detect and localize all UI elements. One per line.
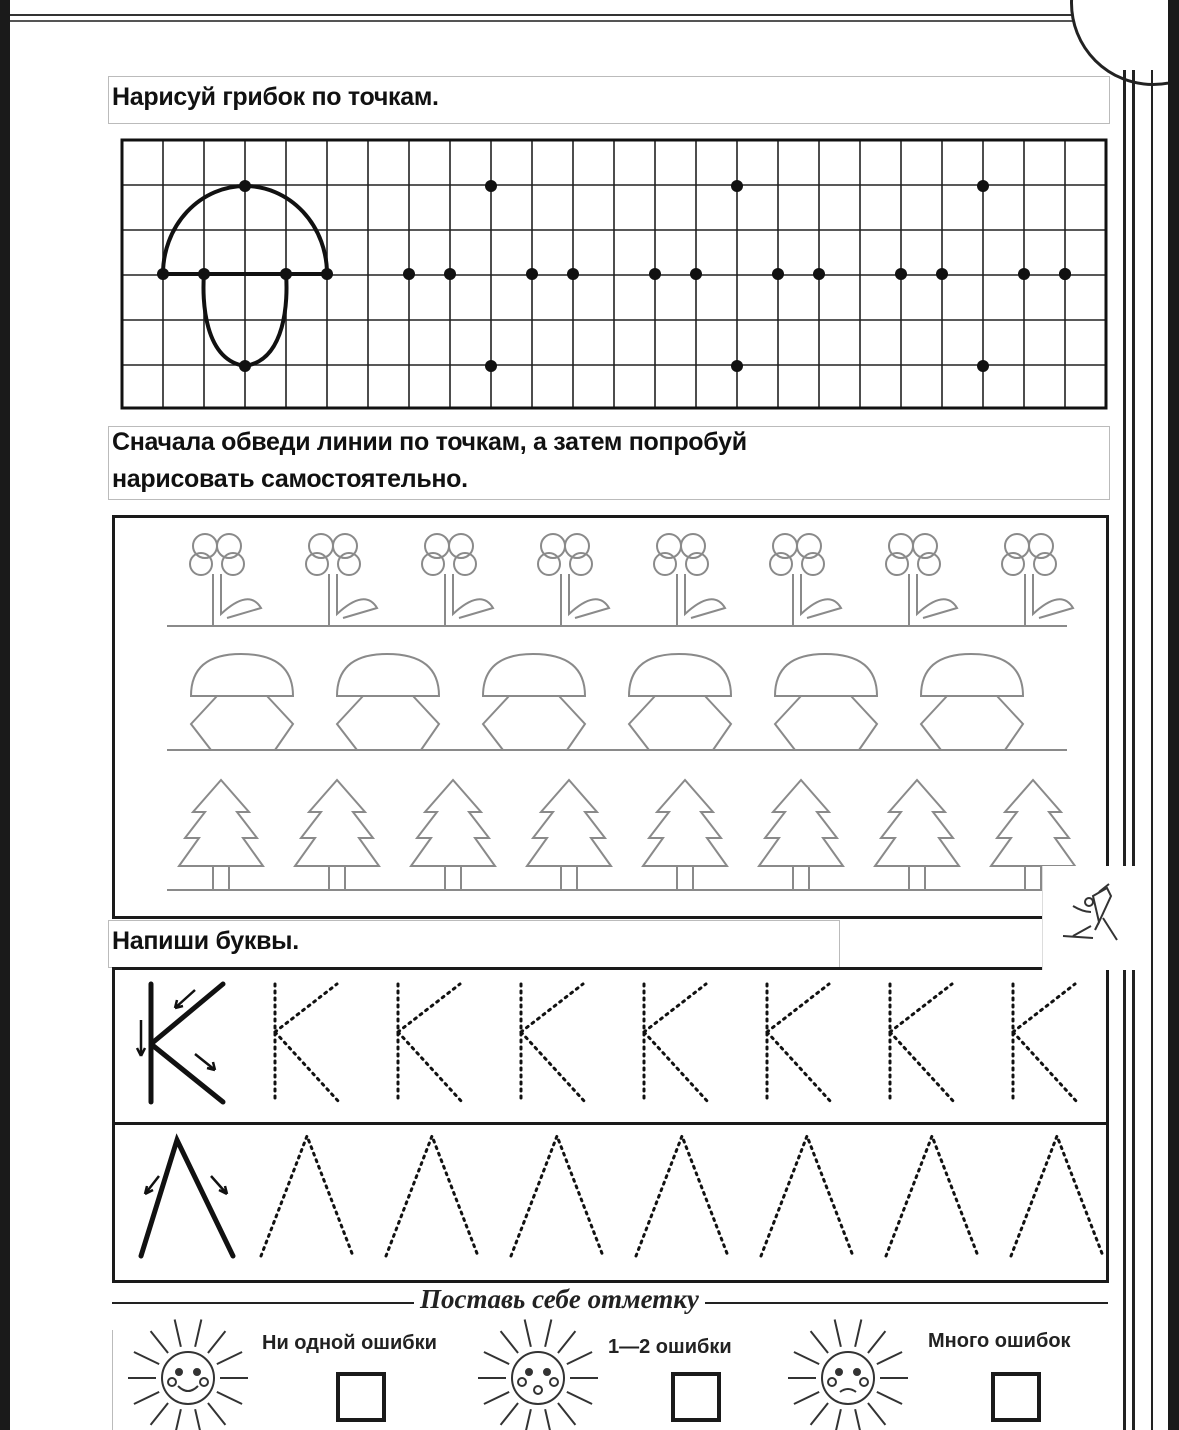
instruction-write-letters: Напиши буквы. (112, 927, 299, 955)
dot-grid[interactable] (122, 140, 1110, 412)
dotted-letter-k (398, 984, 462, 1102)
sun-face (128, 1320, 248, 1430)
dotted-letter-k (644, 984, 708, 1102)
flower-row (167, 534, 1073, 626)
mushroom-cap-icon (337, 654, 439, 750)
fir-tree-row (167, 780, 1075, 890)
flower-icon (747, 534, 841, 626)
dotted-letter-l (261, 1136, 353, 1256)
dotted-letter-l (761, 1136, 853, 1256)
dotted-letter-k (521, 984, 585, 1102)
right-border (1151, 70, 1153, 1430)
flower-icon (515, 534, 609, 626)
grade-label-few-errors: 1—2 ошибки (608, 1336, 732, 1358)
dotted-letter-k (890, 984, 954, 1102)
corner-circle (1070, 0, 1168, 86)
checkbox-many-errors[interactable] (991, 1372, 1041, 1422)
sun-face (788, 1320, 908, 1430)
instruction-mushroom-dots: Нарисуй грибок по точкам. (112, 83, 439, 111)
flower-icon (283, 534, 377, 626)
fir-tree-icon (295, 780, 379, 890)
fir-tree-icon (643, 780, 727, 890)
letter-tracing[interactable] (115, 970, 1103, 1276)
flower-icon (979, 534, 1073, 626)
top-border (10, 14, 1168, 22)
dotted-letter-l (886, 1136, 978, 1256)
dotted-letter-k (767, 984, 831, 1102)
right-border (1123, 70, 1126, 1430)
fir-tree-icon (179, 780, 263, 890)
checkbox-few-errors[interactable] (671, 1372, 721, 1422)
grade-label-many-errors: Много ошибок (928, 1330, 1071, 1352)
dotted-k-row (275, 984, 1077, 1102)
sad-sun-icon (780, 1318, 920, 1430)
flower-icon (167, 534, 261, 626)
neutral-sun-icon (470, 1318, 610, 1430)
dotted-letter-k (275, 984, 339, 1102)
sun-face (478, 1320, 598, 1430)
checkbox-no-errors[interactable] (336, 1372, 386, 1422)
trace-patterns[interactable] (115, 518, 1103, 913)
dotted-letter-k (1013, 984, 1077, 1102)
dotted-letter-l (386, 1136, 478, 1256)
grade-title: Поставь себе отметку (414, 1284, 705, 1315)
smiling-sun-icon (120, 1318, 260, 1430)
dotted-letter-l (1011, 1136, 1103, 1256)
flower-icon (399, 534, 493, 626)
instruction-line-2: нарисовать самостоятельно. (112, 465, 468, 493)
letter-l-model (141, 1140, 233, 1256)
dotted-letter-l (636, 1136, 728, 1256)
dotted-letter-l (511, 1136, 603, 1256)
mushroom-cap-icon (629, 654, 731, 750)
mushroom-cap-icon (191, 654, 293, 750)
fir-tree-icon (759, 780, 843, 890)
right-border (1132, 70, 1135, 1430)
grade-box-edge (112, 1330, 113, 1430)
instruction-trace-lines (112, 424, 747, 498)
fir-tree-icon (411, 780, 495, 890)
grade-label-no-errors: Ни одной ошибки (262, 1332, 437, 1354)
worksheet-page (10, 0, 1168, 1430)
mushroom-cap-icon (483, 654, 585, 750)
mushroom-cap-icon (775, 654, 877, 750)
flower-icon (631, 534, 725, 626)
instruction-line-1: Сначала обведи линии по точкам, а затем попробуй (112, 428, 747, 456)
fir-tree-icon (875, 780, 959, 890)
pencil-mascot-icon (1042, 866, 1143, 970)
letter-k-model (151, 984, 223, 1102)
dotted-l-row (261, 1136, 1103, 1256)
flower-icon (863, 534, 957, 626)
mushroom-cap-icon (921, 654, 1023, 750)
direction-arrows (145, 1176, 227, 1194)
mushroom-cap-row (167, 654, 1067, 750)
fir-tree-icon (527, 780, 611, 890)
